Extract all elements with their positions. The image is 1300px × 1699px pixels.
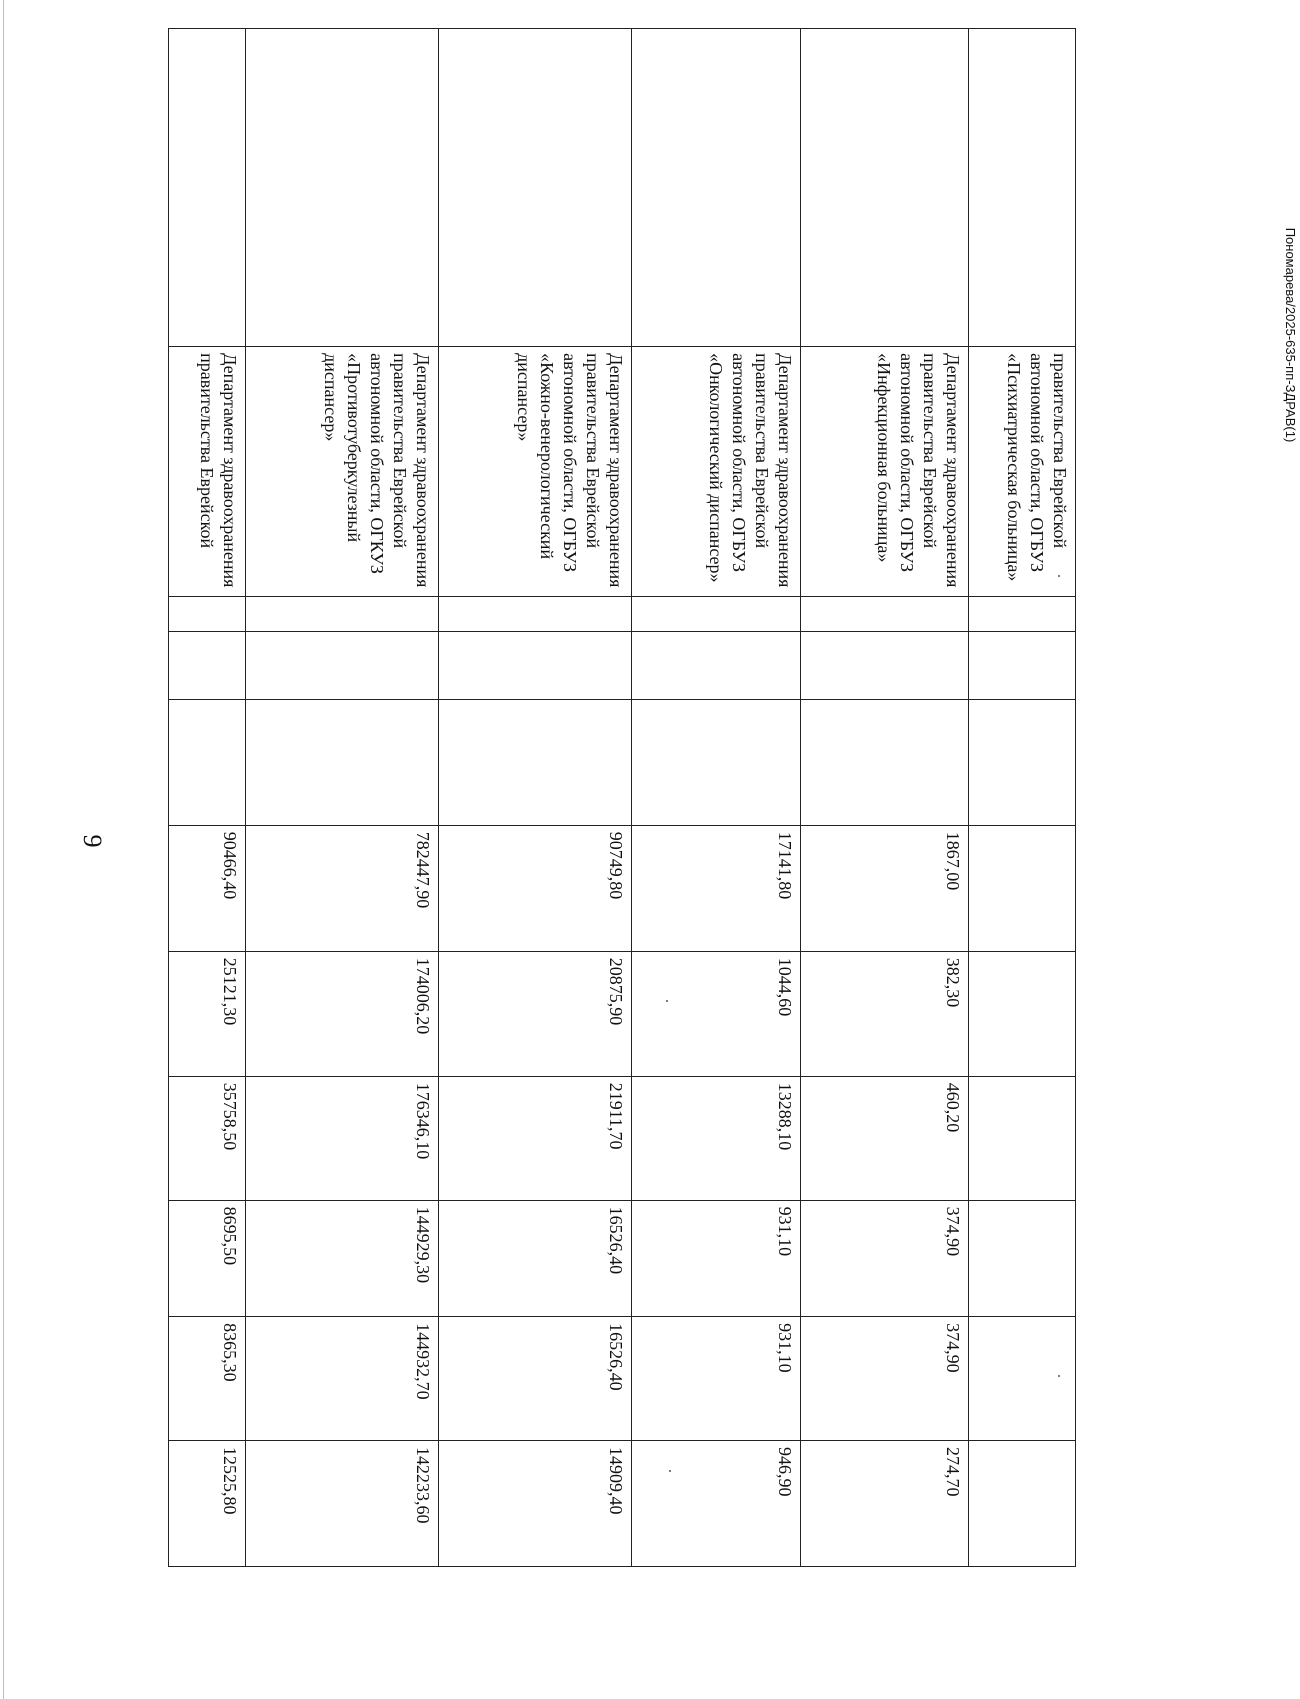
table-cell-blank	[969, 29, 1076, 347]
amount-cell: 931,10	[632, 1317, 800, 1441]
amount-cell: 374,90	[800, 1317, 968, 1441]
amount-cell: 1867,00	[800, 825, 968, 951]
table-cell-blank	[800, 29, 968, 347]
funding-table	[168, 28, 1076, 1567]
amount-cell	[969, 1440, 1076, 1566]
amount-cell: 946,90	[632, 1440, 800, 1566]
amount-cell: 144929,30	[245, 1200, 438, 1317]
amount-cell	[800, 699, 968, 825]
amount-cell: 17141,80	[632, 825, 800, 951]
amount-cell	[969, 1200, 1076, 1317]
amount-cell	[800, 596, 968, 631]
amount-cell: 460,20	[800, 1076, 968, 1200]
amount-cell: 12525,80	[169, 1440, 246, 1566]
amount-cell: 144932,70	[245, 1317, 438, 1441]
amount-cell	[438, 631, 631, 699]
amount-cell: 20875,90	[438, 951, 631, 1076]
amount-cell	[969, 1076, 1076, 1200]
scan-speck	[1058, 575, 1060, 577]
organization-cell: Департамент здравоохранения правительства Еврейской	[169, 347, 246, 597]
amount-cell: 174006,20	[245, 951, 438, 1076]
amount-cell	[632, 699, 800, 825]
organization-cell: правительства Еврейской автономной области, ОГБУЗ «Психиатрическая больница»	[969, 347, 1076, 597]
amount-cell	[169, 631, 246, 699]
scan-speck	[666, 1000, 668, 1002]
amount-cell	[969, 699, 1076, 825]
amount-cell	[632, 631, 800, 699]
amount-cell: 14909,40	[438, 1440, 631, 1566]
amount-cell	[969, 1317, 1076, 1441]
amount-cell	[800, 631, 968, 699]
amount-cell	[969, 596, 1076, 631]
table-cell-blank	[438, 29, 631, 347]
amount-cell	[245, 596, 438, 631]
amount-cell: 25121,30	[169, 951, 246, 1076]
rotated-table-area	[168, 28, 1076, 1567]
amount-cell: 382,30	[800, 951, 968, 1076]
organization-cell: Департамент здравоохранения правительства Еврейской автономной области, ОГБУЗ «Инфекционная больница»	[800, 347, 968, 597]
amount-cell: 16526,40	[438, 1317, 631, 1441]
amount-cell: 21911,70	[438, 1076, 631, 1200]
table-row	[800, 29, 968, 1567]
table-row	[169, 29, 246, 1567]
scan-speck	[1058, 1375, 1060, 1377]
amount-cell: 782447,90	[245, 825, 438, 951]
amount-cell: 8365,30	[169, 1317, 246, 1441]
document-footer-code: Пономарева/2025-635-пп-ЗДРАВ(1)	[1283, 227, 1298, 443]
page-edge-line	[3, 0, 4, 1699]
table-row	[969, 29, 1076, 1567]
amount-cell: 90749,80	[438, 825, 631, 951]
page-number: 9	[78, 834, 107, 848]
amount-cell	[169, 596, 246, 631]
amount-cell	[438, 699, 631, 825]
amount-cell	[438, 596, 631, 631]
scan-speck	[669, 1470, 671, 1472]
amount-cell: 274,70	[800, 1440, 968, 1566]
amount-cell	[169, 699, 246, 825]
amount-cell: 931,10	[632, 1200, 800, 1317]
amount-cell: 1044,60	[632, 951, 800, 1076]
table-cell-blank	[632, 29, 800, 347]
amount-cell: 90466,40	[169, 825, 246, 951]
amount-cell: 374,90	[800, 1200, 968, 1317]
amount-cell: 176346,10	[245, 1076, 438, 1200]
amount-cell: 35758,50	[169, 1076, 246, 1200]
amount-cell	[632, 596, 800, 631]
table-row	[632, 29, 800, 1567]
amount-cell	[969, 951, 1076, 1076]
table-row	[438, 29, 631, 1567]
organization-cell: Департамент здравоохранения правительства Еврейской автономной области, ОГБУЗ «Онкологический диспансер»	[632, 347, 800, 597]
amount-cell	[245, 699, 438, 825]
amount-cell: 13288,10	[632, 1076, 800, 1200]
amount-cell	[969, 825, 1076, 951]
amount-cell: 8695,50	[169, 1200, 246, 1317]
table-cell-blank	[245, 29, 438, 347]
amount-cell: 16526,40	[438, 1200, 631, 1317]
amount-cell: 142233,60	[245, 1440, 438, 1566]
organization-cell: Департамент здравоохранения правительства Еврейской автономной области, ОГКУЗ «Противотуберкулезный диспансер»	[245, 347, 438, 597]
table-row	[245, 29, 438, 1567]
amount-cell	[969, 631, 1076, 699]
amount-cell	[245, 631, 438, 699]
organization-cell: Департамент здравоохранения правительства Еврейской автономной области, ОГБУЗ «Кожно-венерологический диспансер»	[438, 347, 631, 597]
table-cell-blank	[169, 29, 246, 347]
